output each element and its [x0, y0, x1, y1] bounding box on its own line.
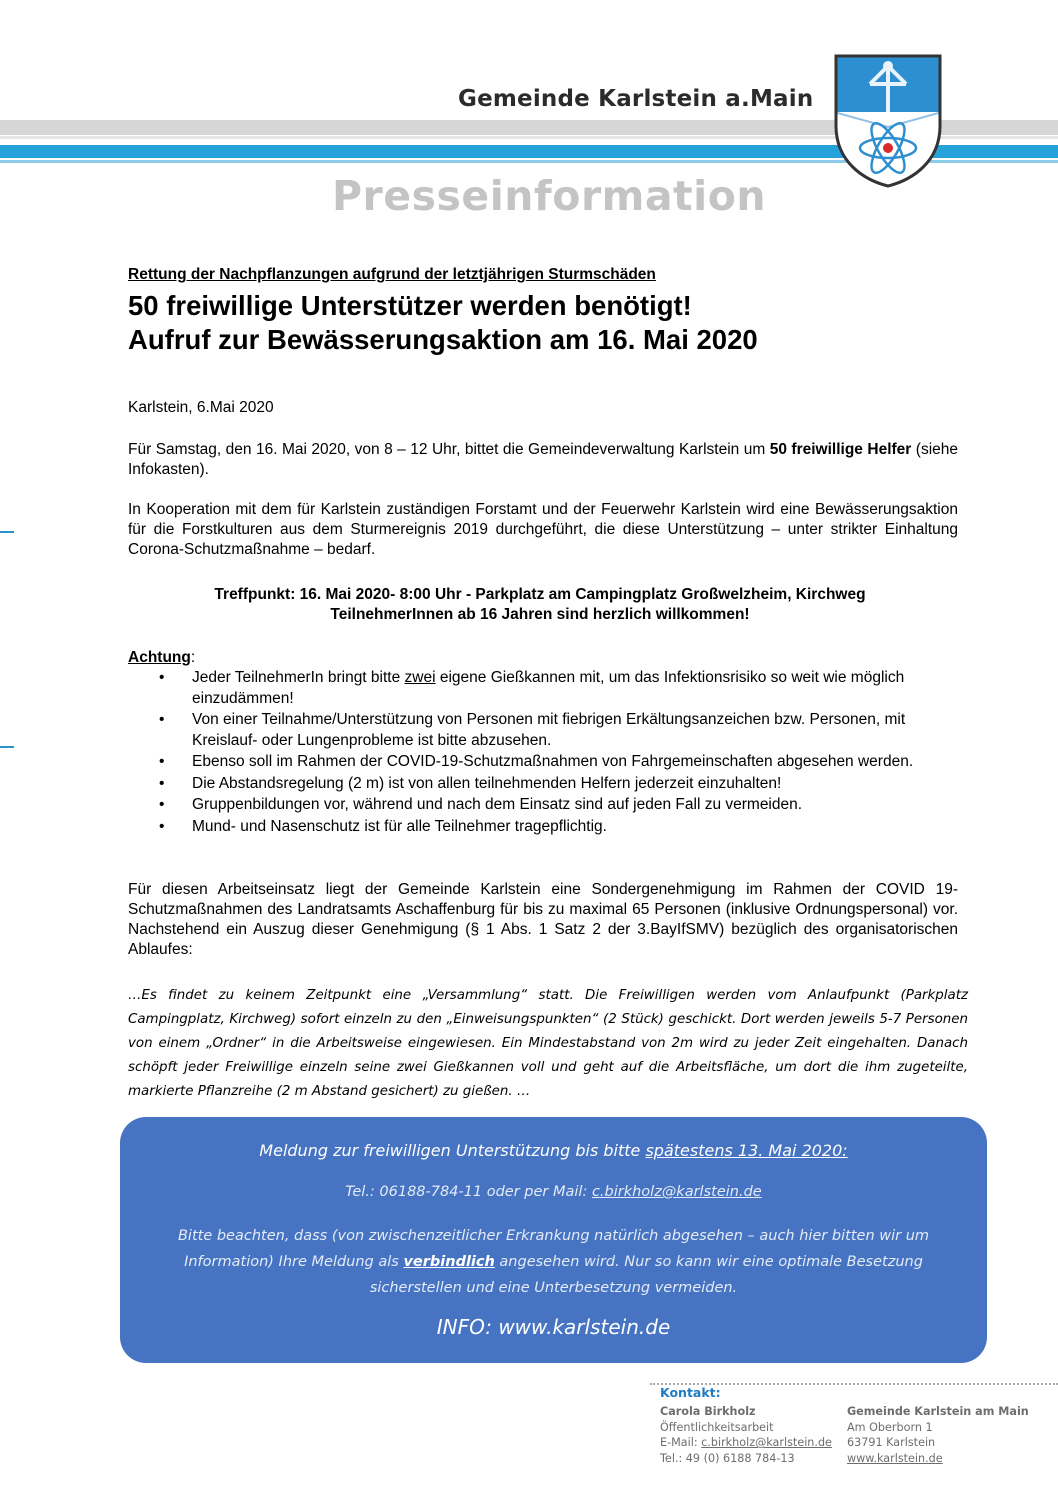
fold-mark-top	[0, 531, 14, 533]
meeting-line-1: Treffpunkt: 16. Mai 2020- 8:00 Uhr - Parkplatz am Campingplatz Großwelzheim, Kirchweg	[214, 586, 866, 603]
bullet-icon: •	[159, 669, 165, 686]
permit-excerpt-quote: …Es findet zu keinem Zeitpunkt eine „Versammlung“ statt. Die Freiwilligen werden vom Anlaufpunkt (Parkplatz Campingplatz, Kirchweg) sofort einzeln zu den „Einweisungspunkten“ (2 Stück) geschickt. Dort werden jeweils 5-7 Personen von einem „Ordner“ in die Arbeitsweise eingewiesen. Ein Mindestabstand von 2m wird zu jeder Zeit eingehalten. Danach schöpft jeder Freiwillige einzeln seine zwei Gießkannen voll und geht auf die Arbeitsfläche, um dort die ihm zugeteilte, markierte Pflanzreihe (2 m Abstand gesichert) zu gießen. …	[128, 988, 968, 1099]
bullet-icon: •	[159, 817, 165, 835]
p1-text-b: (siehe Infokasten).	[128, 441, 959, 478]
bullet-icon: •	[159, 753, 165, 770]
meeting-point	[110, 585, 970, 625]
contact-role: Öffentlichkeitsarbeit	[660, 1420, 774, 1434]
contact-website-link[interactable]: www.karlstein.de	[847, 1451, 943, 1465]
deadline-date: spätestens 13. Mai 2020:	[645, 1141, 848, 1160]
binding-notice	[144, 1223, 963, 1301]
registration-contact	[120, 1184, 987, 1200]
contact-org-name: Gemeinde Karlstein am Main	[847, 1405, 1029, 1418]
headline-line-1: 50 freiwillige Unterstützer werden benötigt!	[128, 290, 692, 321]
attention-colon: :	[190, 649, 196, 666]
organization-name: Gemeinde Karlstein a.Main	[458, 86, 814, 112]
bullet-2: Von einer Teilnahme/Unterstützung von Personen mit fiebrigen Erkältungsanzeichen bzw. Personen, mit Kreislauf- oder Lungenprobleme ist bitte abzusehen.	[192, 711, 906, 749]
info-website: INFO: www.karlstein.de	[436, 1315, 671, 1339]
contact-city: 63791 Karlstein	[847, 1436, 936, 1450]
registration-email-link[interactable]: c.birkholz@karlstein.de	[591, 1184, 762, 1200]
attention-heading	[128, 648, 958, 668]
contact-organization	[847, 1404, 1029, 1466]
bullet-4: Die Abstandsregelung (2 m) ist von allen teilnehmenden Helfern jederzeit einzuhalten!	[192, 774, 782, 792]
bullet-1-b: eigene Gießkannen mit, um das Infektionsrisiko so weit wie möglich einzudämmen!	[192, 669, 905, 707]
contact-street: Am Oberborn 1	[847, 1420, 933, 1434]
contact-email-prefix: E-Mail:	[660, 1436, 702, 1450]
contact-person	[660, 1404, 832, 1466]
deadline-text: Meldung zur freiwilligen Unterstützung bis bitte	[259, 1141, 646, 1160]
dateline: Karlstein, 6.Mai 2020	[128, 399, 274, 416]
registration-info-box	[120, 1117, 987, 1363]
p1-text-a: Für Samstag, den 16. Mai 2020, von 8 – 12 Uhr, bittet die Gemeindeverwaltung Karlstein um	[128, 441, 770, 458]
list-item	[128, 752, 958, 773]
document-type-title: Presseinformation	[332, 172, 767, 220]
contact-email-row	[660, 1435, 832, 1451]
article-kicker: Rettung der Nachpflanzungen aufgrund der letztjährigen Sturmschäden	[128, 266, 656, 283]
attention-label: Achtung	[128, 649, 191, 666]
bullet-6: Mund- und Nasenschutz ist für alle Teilnehmer tragepflichtig.	[192, 817, 607, 835]
article-headline	[128, 289, 758, 357]
paragraph-1	[128, 440, 958, 480]
fold-mark-bottom	[0, 746, 14, 748]
list-item	[128, 710, 958, 751]
paragraph-2: In Kooperation mit dem für Karlstein zuständigen Forstamt und der Feuerwehr Karlstein wird eine Bewässerungsaktion für die Forstkulturen aus dem Sturmereignis 2019 durchgeführt, die diese Unterstützung – unter strikter Einhaltung Corona-Schutzmaßnahme – bedarf.	[128, 501, 958, 558]
contact-phone: Tel.: 49 (0) 6188 784-13	[660, 1451, 795, 1465]
bullet-icon: •	[159, 796, 165, 813]
headline-line-2: Aufruf zur Bewässerungsaktion am 16. Mai 2020	[128, 324, 758, 355]
attention-list	[128, 668, 958, 838]
coat-of-arms-logo	[832, 52, 944, 188]
list-item	[128, 668, 958, 709]
notice-bold: verbindlich	[403, 1254, 495, 1270]
bullet-5: Gruppenbildungen vor, während und nach dem Einsatz sind auf jeden Fall zu vermeiden.	[192, 796, 803, 813]
registration-deadline	[120, 1141, 987, 1160]
notice-text-b: angesehen wird. Nur so kann wir eine optimale Besetzung sicherstellen und eine Unterbesetzung vermeiden.	[369, 1254, 923, 1296]
contact-email-link[interactable]: c.birkholz@karlstein.de	[701, 1436, 832, 1450]
notice-text-a: Bitte beachten, dass (von zwischenzeitlicher Erkrankung natürlich abgesehen – auch hier bitten wir um Information) Ihre Meldung als	[177, 1228, 930, 1270]
contact-name: Carola Birkholz	[660, 1405, 756, 1418]
bullet-icon: •	[159, 774, 165, 792]
list-item	[128, 817, 958, 838]
bullet-1-a: Jeder TeilnehmerIn bringt bitte	[192, 669, 405, 686]
list-item	[128, 795, 958, 816]
list-item	[128, 774, 958, 795]
meeting-line-2: TeilnehmerInnen ab 16 Jahren sind herzlich willkommen!	[330, 606, 750, 623]
p1-bold: 50 freiwillige Helfer	[769, 441, 912, 458]
bullet-icon: •	[159, 711, 165, 728]
bullet-1-underlined: zwei	[404, 669, 436, 686]
bullet-3: Ebenso soll im Rahmen der COVID-19-Schutzmaßnahmen von Fahrgemeinschaften abgesehen werden.	[192, 753, 914, 770]
paragraph-3: Für diesen Arbeitseinsatz liegt der Gemeinde Karlstein eine Sondergenehmigung im Rahmen der COVID 19-Schutzmaßnahmen des Landratsamts Aschaffenburg für bis zu maximal 65 Personen (inklusive Ordnungspersonal) vor. Nachstehend ein Auszug dieser Genehmigung (§ 1 Abs. 1 Satz 2 der 3.BayIfSMV) bezüglich des organisatorischen Ablaufes:	[128, 881, 958, 958]
contact-phone-text: Tel.: 06188-784-11 oder per Mail:	[345, 1184, 592, 1200]
contact-label: Kontakt:	[660, 1385, 721, 1400]
